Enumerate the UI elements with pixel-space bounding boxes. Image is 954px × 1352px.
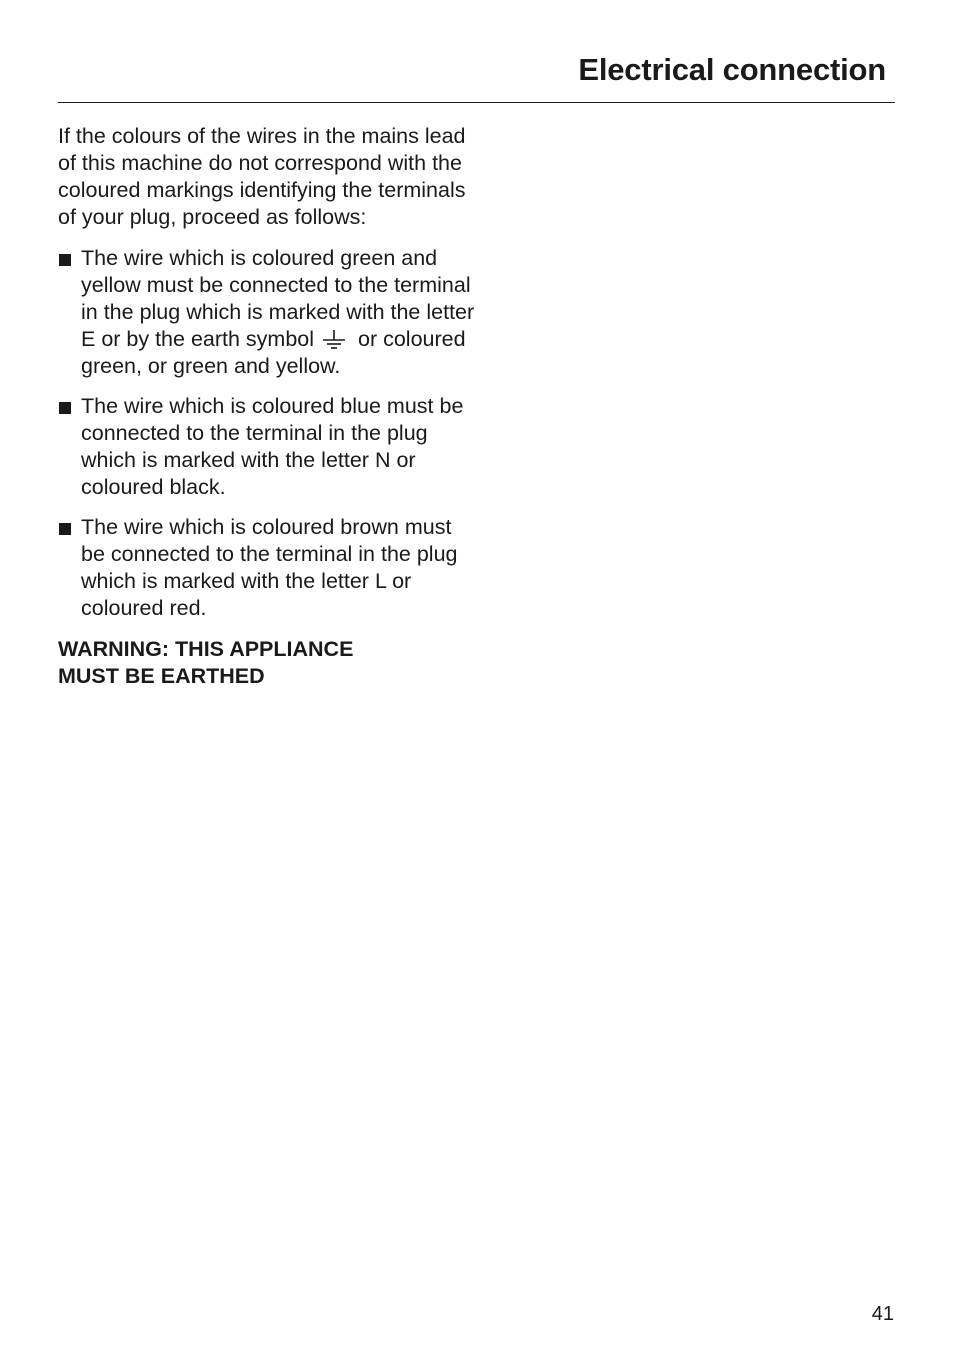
- instruction-list: [58, 245, 478, 622]
- list-item-green-yellow-wire: [58, 245, 478, 380]
- list-item-text-before-symbol: The wire which is coloured green and yellow must be connected to the terminal in the plug which is marked with the letter E or by the earth symbol: [81, 246, 475, 351]
- list-item-text: The wire which is coloured brown must be connected to the terminal in the plug which is marked with the letter L or coloured red.: [81, 515, 458, 620]
- page-header: [58, 0, 895, 103]
- warning-line-2: MUST BE EARTHED: [58, 664, 265, 688]
- list-item-text: The wire which is coloured blue must be connected to the terminal in the plug which is marked with the letter N or coloured black.: [81, 394, 464, 499]
- list-item-brown-wire: [58, 514, 478, 622]
- square-bullet-icon: [59, 254, 71, 266]
- intro-paragraph: If the colours of the wires in the mains lead of this machine do not correspond with the coloured markings identifying the terminals of your plug, proceed as follows:: [58, 124, 466, 229]
- earthing-warning: [58, 636, 478, 690]
- square-bullet-icon: [59, 402, 71, 414]
- warning-line-1: WARNING: THIS APPLIANCE: [58, 637, 354, 661]
- list-item-text-after-symbol: or coloured green, or green and yellow.: [81, 327, 466, 378]
- main-content: [58, 123, 478, 690]
- square-bullet-icon: [59, 523, 71, 535]
- page-number: 41: [871, 1303, 894, 1325]
- list-item-blue-wire: [58, 393, 478, 501]
- earth-symbol-icon: [321, 329, 347, 349]
- page-title: Electrical connection: [578, 52, 886, 87]
